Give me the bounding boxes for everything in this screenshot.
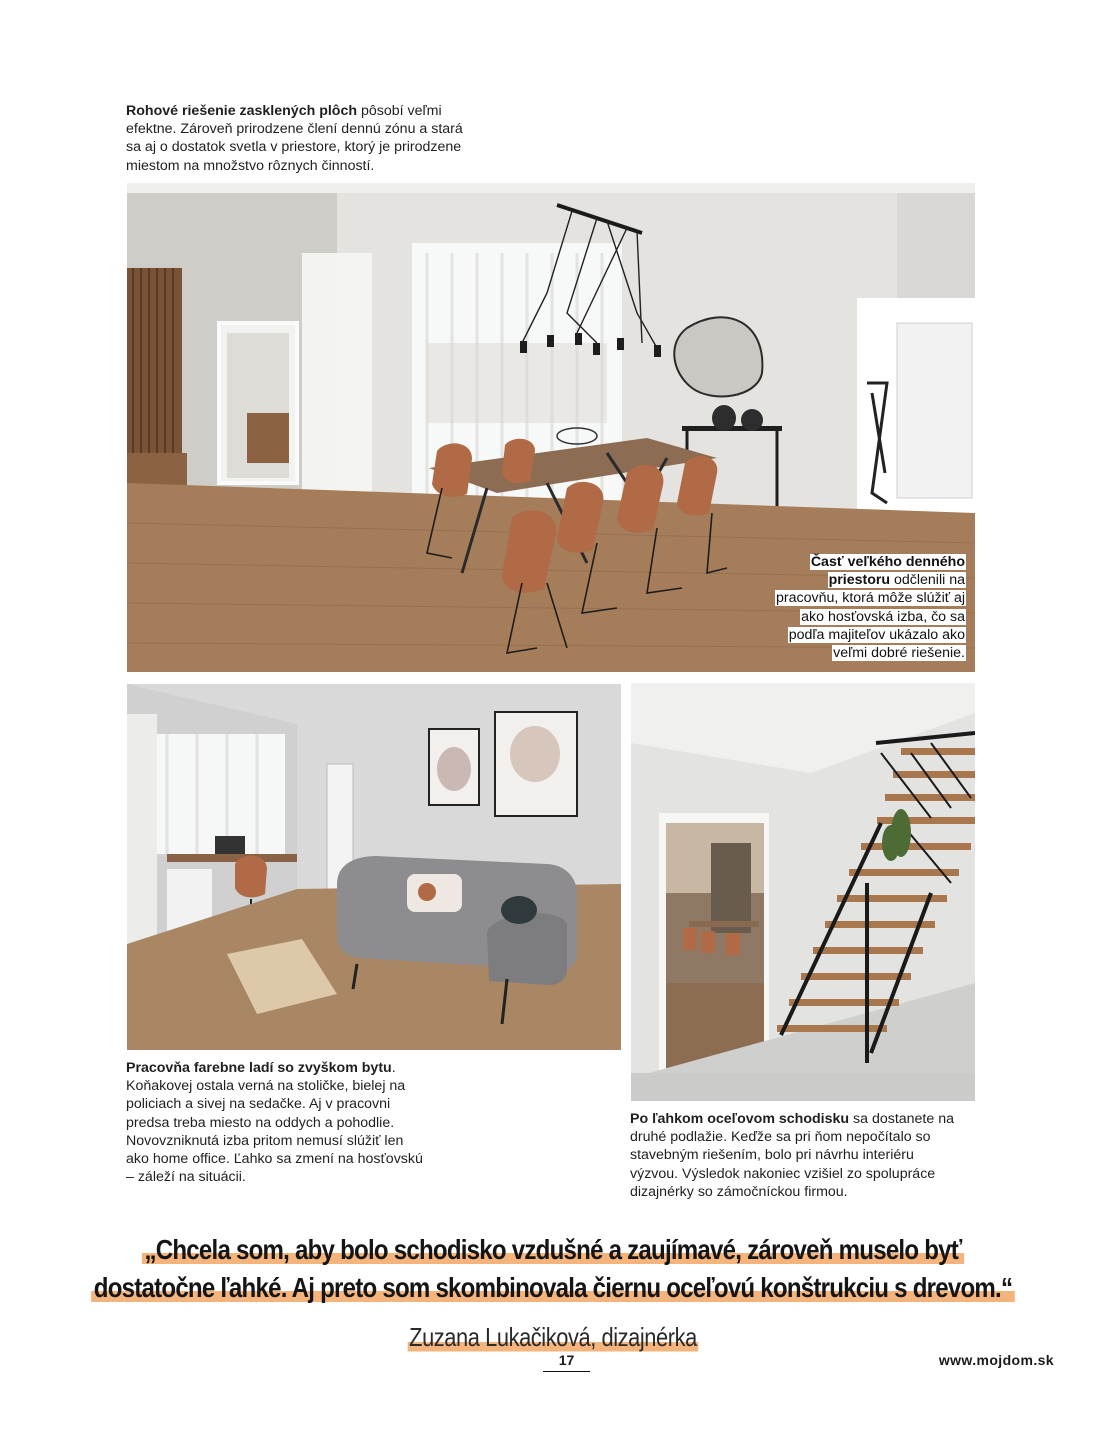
caption-office xyxy=(126,1059,424,1186)
caption-corner-glazing xyxy=(126,102,476,175)
quote-author-text: Zuzana Lukačiková, dizajnérka xyxy=(409,1322,697,1352)
pull-quote-line-1 xyxy=(77,1234,1028,1266)
caption-corner-glazing-text: pôsobí veľmi efektne. Zároveň prirodzene člení dennú zónu a stará sa aj o dostatok svetla v priestore, ktorý je prirodzene miestom na množstvo rôznych činností. xyxy=(126,103,463,174)
website-link[interactable]: www.mojdom.sk xyxy=(938,1352,1054,1368)
caption-office-text: . Koňakovej ostala verná na stoličke, bielej na policiach a sivej na sedačke. Aj v pracovni predsa treba miesto na oddych a pohodlie. Novovzniknutá izba pritom nemusí slúžiť len ako home office. Ľahko sa zmení na hosťovskú – záleží na situácii. xyxy=(126,1060,423,1186)
pull-quote-line-2 xyxy=(77,1272,1028,1304)
photo-staircase xyxy=(631,683,975,1101)
quote-author xyxy=(88,1322,1017,1353)
caption-day-space xyxy=(775,553,966,662)
caption-day-space-text: odčlenili na pracovňu, ktorá môže slúžiť aj ako hosťovská izba, čo sa podľa majiteľov ukázalo ako veľmi dobré riešenie. xyxy=(776,572,966,662)
caption-staircase xyxy=(630,1110,960,1201)
pull-quote-line-2-text: dostatočne ľahké. Aj preto som skombinovala čiernu oceľovú konštrukciu s drevom.“ xyxy=(91,1272,1015,1303)
caption-office-bold: Pracovňa farebne ladí so zvyškom bytu xyxy=(126,1060,392,1076)
caption-staircase-bold: Po ľahkom oceľovom schodisku xyxy=(630,1111,850,1127)
caption-day-space-bold: Časť veľkého denného priestoru xyxy=(810,554,965,589)
page-number: 17 xyxy=(543,1352,590,1372)
caption-corner-glazing-bold: Rohové riešenie zasklených plôch xyxy=(126,103,358,119)
photo-home-office xyxy=(127,684,621,1050)
pull-quote-line-1-text: „Chcela som, aby bolo schodisko vzdušné a zaujímavé, zároveň muselo byť xyxy=(142,1234,964,1265)
caption-staircase-text: sa dostanete na druhé podlažie. Keďže sa pri ňom nepočítalo so stavebným riešením, bolo pri návrhu interiéru výzvou. Výsledok nakoniec vzišiel zo spolupráce dizajnérky so zámočníckou firmou. xyxy=(630,1111,954,1200)
